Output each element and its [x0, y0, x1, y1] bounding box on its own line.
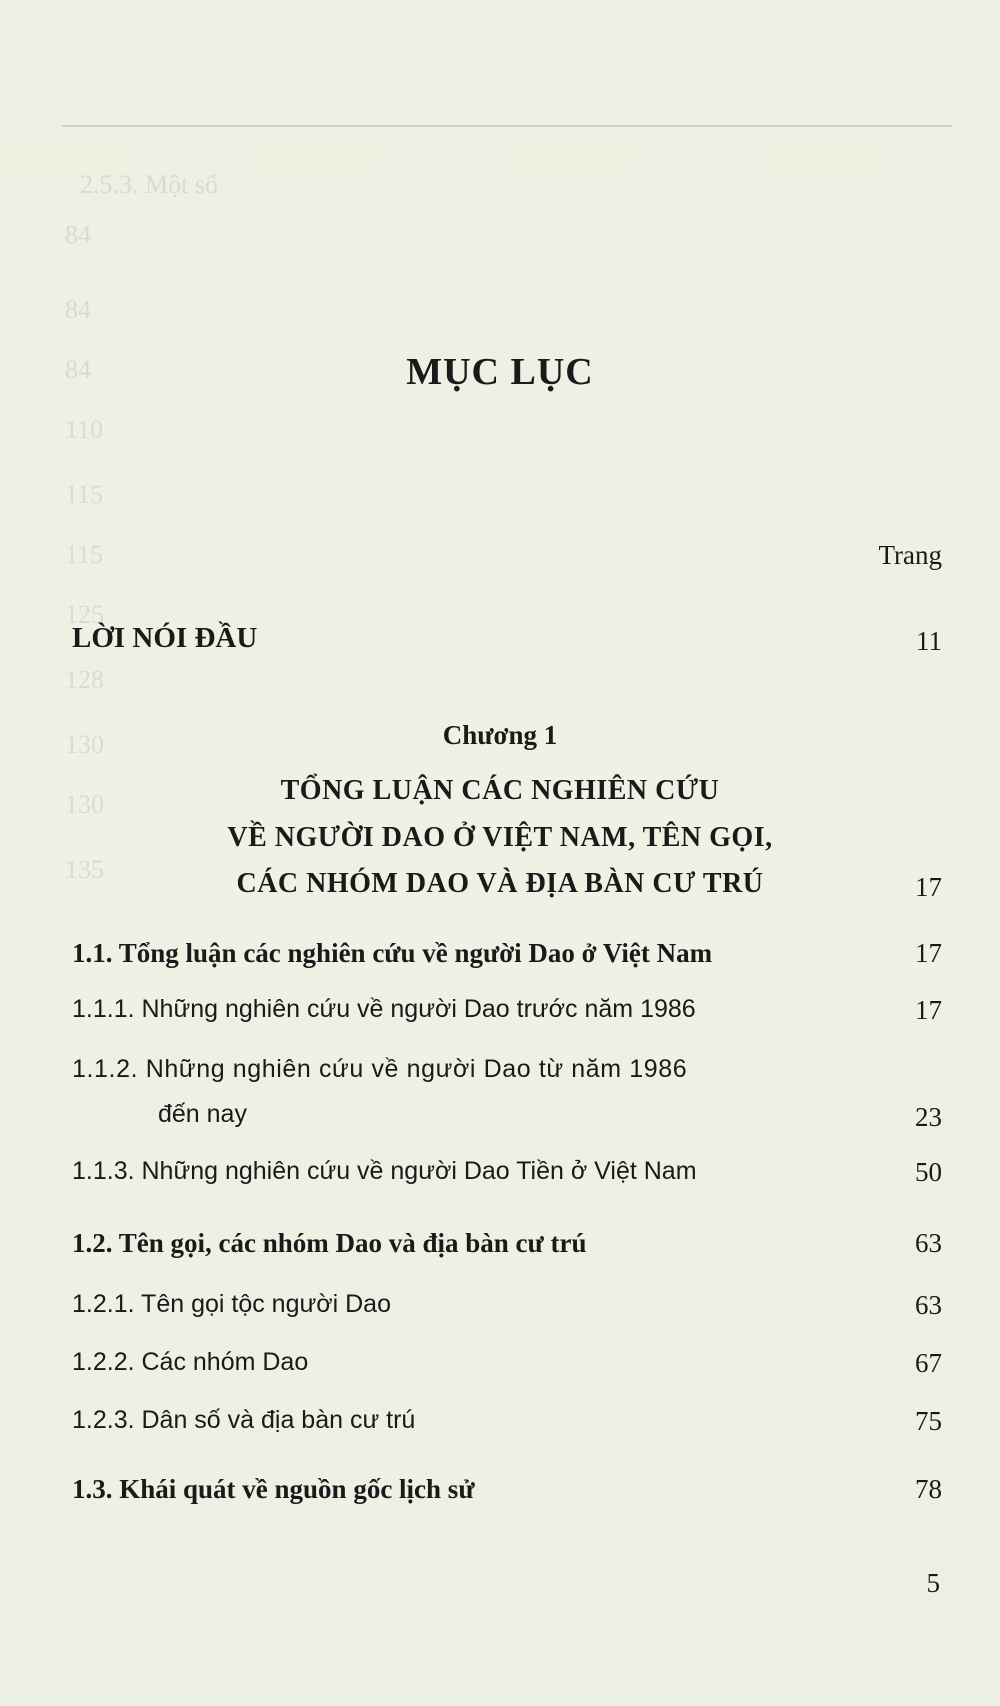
toc-entry-preface[interactable]	[0, 622, 1000, 662]
header-rule	[62, 125, 952, 127]
toc-entry-page: 63	[915, 1228, 942, 1258]
toc-entry-subsection[interactable]	[0, 995, 1000, 1035]
toc-entry-page: 67	[915, 1348, 942, 1378]
bleed-through-text: 130	[65, 790, 104, 819]
toc-entry-subsection[interactable]	[0, 1157, 1000, 1197]
toc-entry-label: 1.1.1. Những nghiên cứu về người Dao trước năm 1986	[72, 995, 696, 1023]
toc-entry-page: 17	[915, 938, 942, 968]
chapter-title-line: CÁC NHÓM DAO VÀ ĐỊA BÀN CƯ TRÚ	[236, 868, 764, 899]
toc-entry-page: 50	[915, 1157, 942, 1187]
toc-entry-page: 11	[916, 626, 942, 656]
toc-entry-label: 1.2. Tên gọi, các nhóm Dao và địa bàn cư trú	[72, 1228, 587, 1258]
toc-entry-page: 75	[915, 1406, 942, 1436]
bleed-through-text: 110	[65, 415, 104, 444]
bleed-through-text: 130	[65, 730, 104, 759]
toc-entry-chapter[interactable]	[0, 868, 1000, 908]
toc-entry-page: 17	[915, 995, 942, 1025]
chapter-title-line: VỀ NGƯỜI DAO Ở VIỆT NAM, TÊN GỌI,	[227, 822, 773, 853]
toc-entry-label: LỜI NÓI ĐẦU	[72, 622, 258, 654]
toc-entry-label: 1.1.2. Những nghiên cứu về người Dao từ năm 1986	[72, 1055, 688, 1083]
toc-entry-label: 1.1. Tổng luận các nghiên cứu về người Dao ở Việt Nam	[72, 938, 713, 968]
bleed-through-text: 135	[65, 855, 104, 884]
page-number: 5	[926, 1568, 940, 1598]
bleed-through-text: 115	[65, 540, 104, 569]
page-column-label: Trang	[878, 540, 942, 570]
toc-entry-label: 1.2.2. Các nhóm Dao	[72, 1348, 309, 1376]
toc-entry-subsection[interactable]	[0, 1290, 1000, 1330]
toc-entry-page: 63	[915, 1290, 942, 1320]
bleed-through-text: 84	[65, 295, 91, 324]
toc-entry-subsection[interactable]	[0, 1348, 1000, 1388]
toc-entry-page: 78	[915, 1474, 942, 1504]
toc-entry-subsection[interactable]	[0, 1406, 1000, 1446]
toc-entry-label: 1.2.1. Tên gọi tộc người Dao	[72, 1290, 391, 1318]
bleed-through-text: 128	[65, 665, 104, 694]
toc-entry-section[interactable]	[0, 1228, 1000, 1268]
toc-entry-label: 1.1.3. Những nghiên cứu về người Dao Tiền ở Việt Nam	[72, 1157, 697, 1185]
bleed-through-text: 2.5.3. Một số	[80, 170, 218, 199]
toc-entry-page: 23	[915, 1102, 942, 1132]
chapter-title-line: TỔNG LUẬN CÁC NGHIÊN CỨU	[280, 775, 720, 806]
toc-entry-label: 1.2.3. Dân số và địa bàn cư trú	[72, 1406, 416, 1434]
toc-entry-page: 17	[915, 872, 942, 902]
toc-entry-subsection[interactable]	[0, 1055, 1000, 1150]
bleed-through-text: 125	[65, 600, 104, 629]
toc-entry-section[interactable]	[0, 938, 1000, 978]
bleed-through-text: 115	[65, 480, 104, 509]
page-title: MỤC LỤC	[406, 351, 594, 393]
bleed-through-text: 84	[65, 355, 91, 384]
chapter-number: Chương 1	[442, 720, 558, 750]
toc-entry-label-continued: đến nay	[158, 1100, 247, 1128]
toc-entry-label: 1.3. Khái quát về nguồn gốc lịch sử	[72, 1474, 475, 1504]
toc-entry-section[interactable]	[0, 1474, 1000, 1514]
bleed-through-text: 84	[65, 220, 91, 249]
